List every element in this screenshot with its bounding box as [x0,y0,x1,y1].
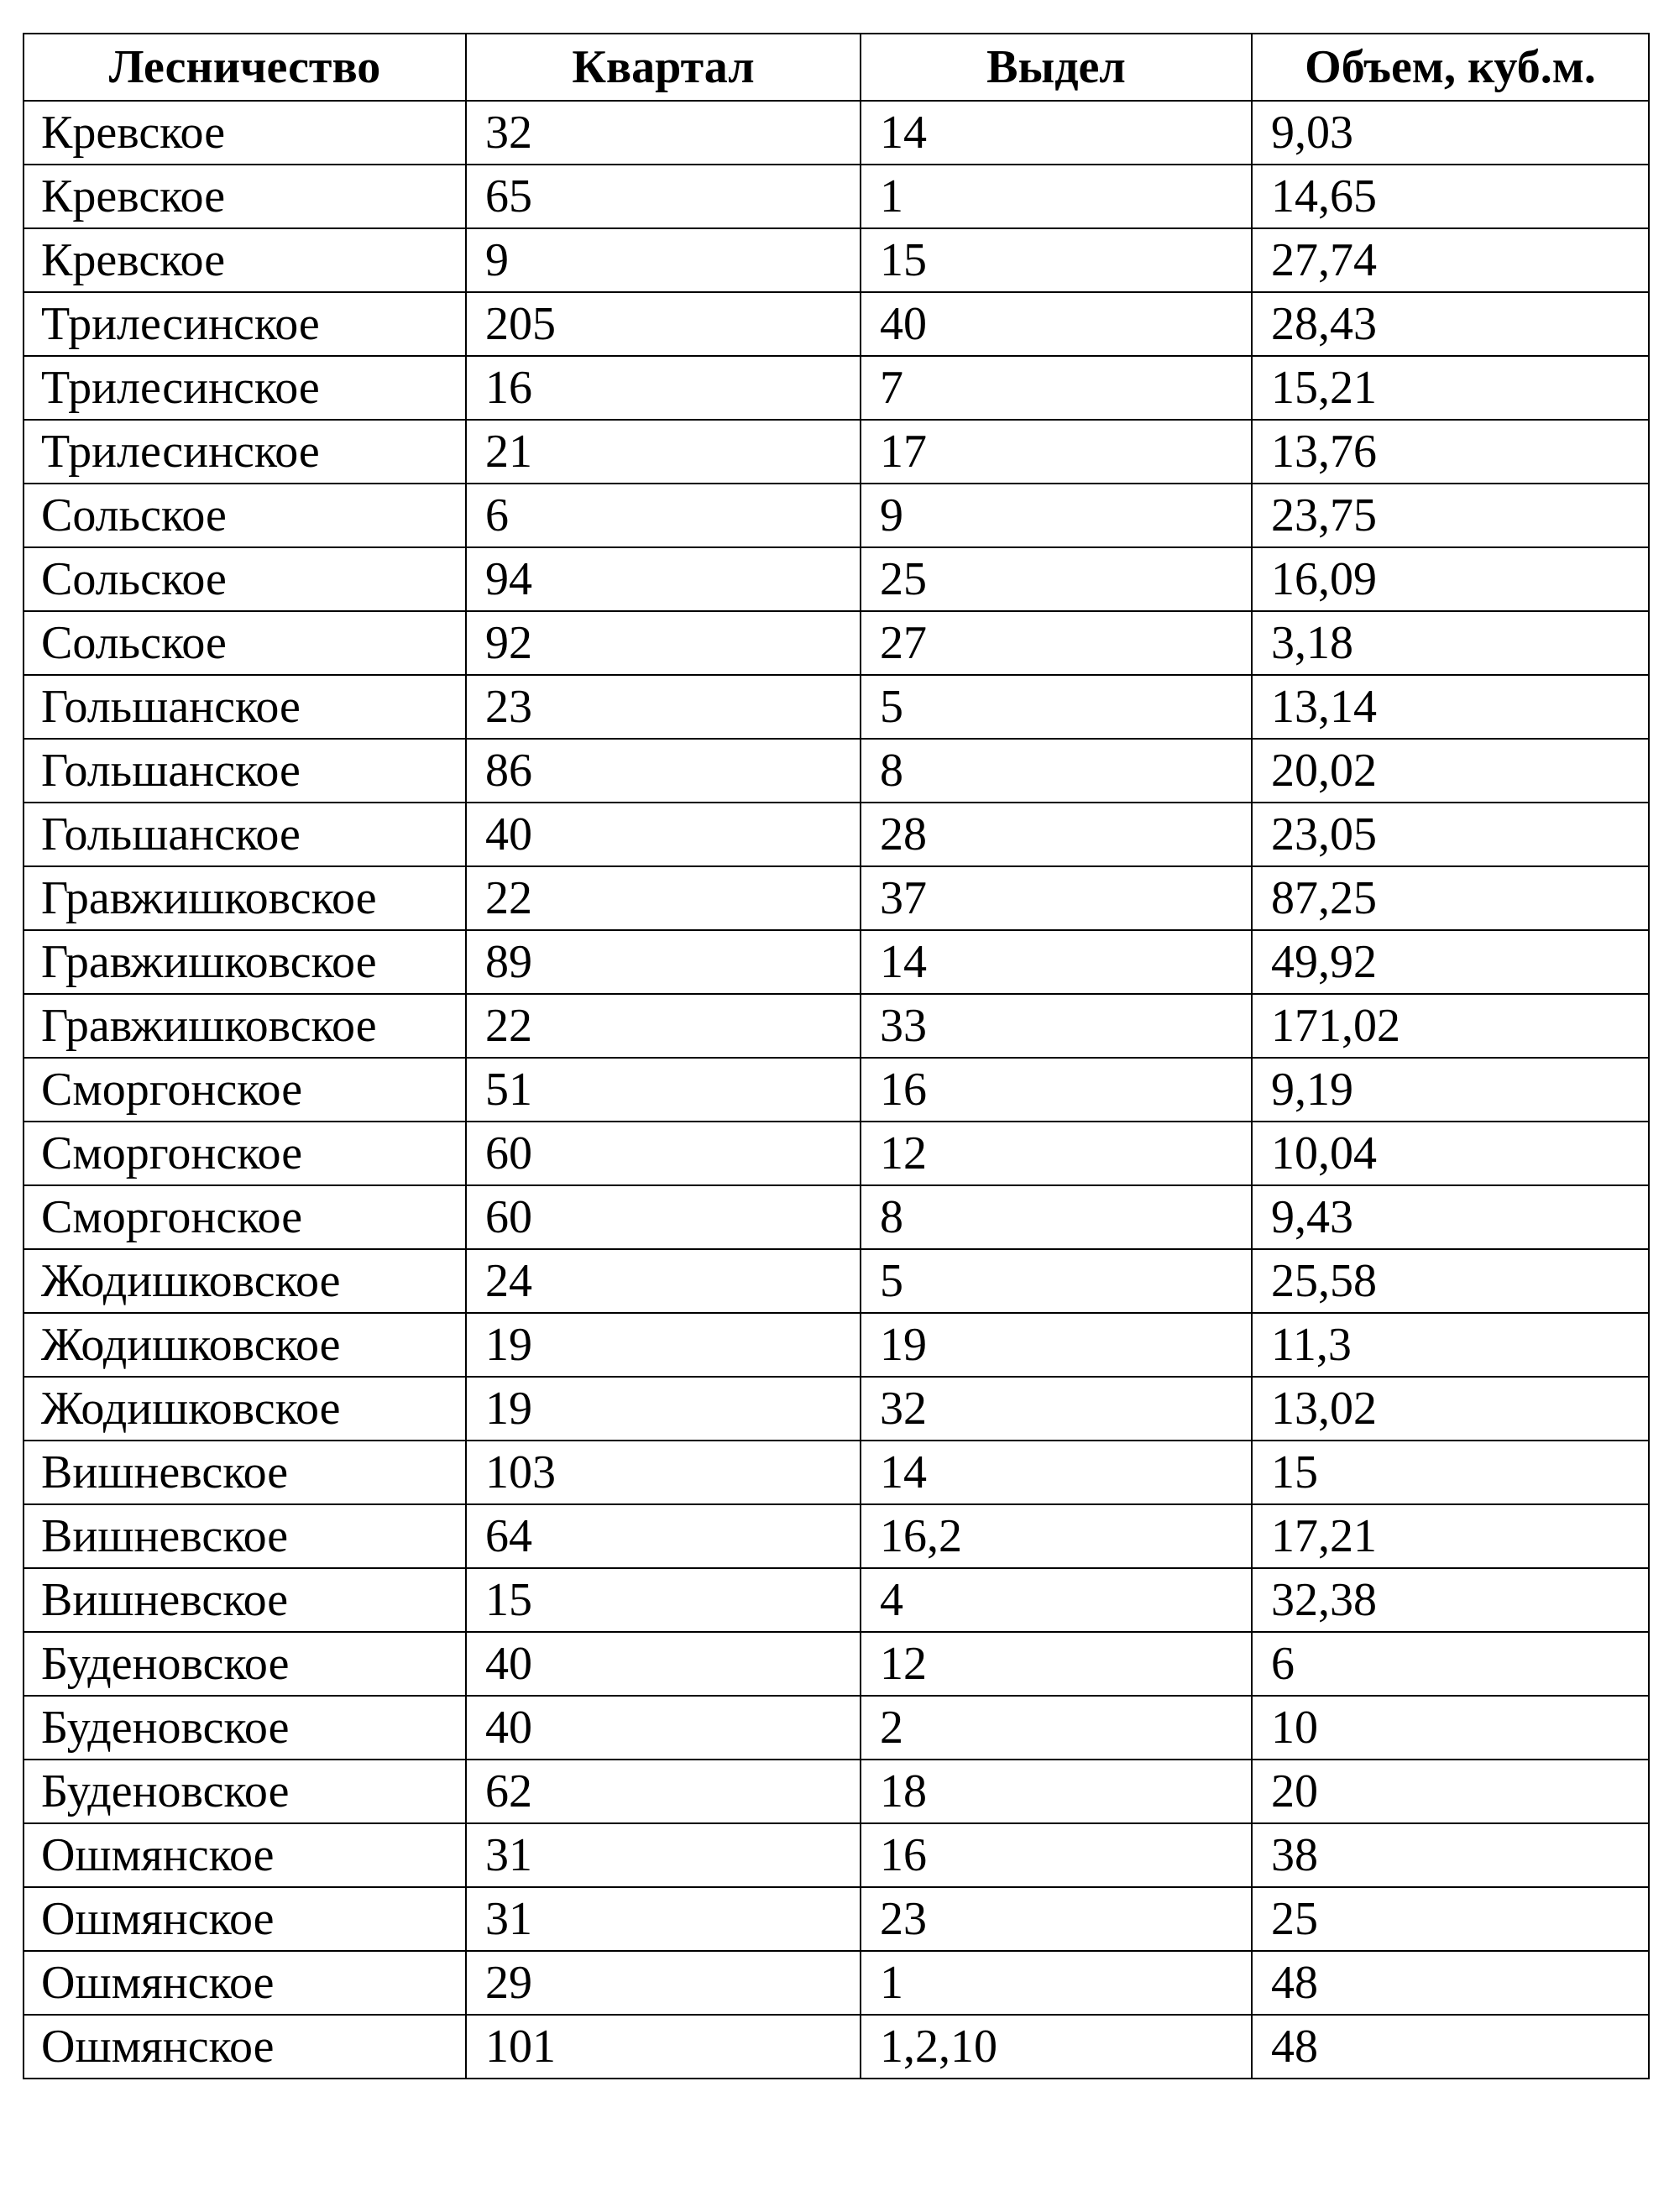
table-row [24,420,1649,484]
cell-quarter: 62 [466,1760,861,1823]
cell-volume: 23,05 [1252,803,1649,866]
table-row [24,994,1649,1058]
table-row [24,484,1649,547]
cell-quarter: 60 [466,1122,861,1185]
forestry-volume-table [23,33,1650,2079]
table-row [24,2015,1649,2079]
cell-quarter: 40 [466,1696,861,1760]
cell-section: 8 [861,739,1252,803]
cell-volume: 3,18 [1252,611,1649,675]
cell-section: 5 [861,1249,1252,1313]
cell-forestry: Буденовское [24,1696,466,1760]
cell-quarter: 205 [466,292,861,356]
cell-forestry: Вишневское [24,1504,466,1568]
cell-volume: 20,02 [1252,739,1649,803]
cell-volume: 49,92 [1252,930,1649,994]
table-row [24,739,1649,803]
table-row [24,1377,1649,1441]
cell-volume: 23,75 [1252,484,1649,547]
cell-forestry: Ошмянское [24,2015,466,2079]
cell-volume: 15 [1252,1441,1649,1504]
cell-forestry: Сольское [24,611,466,675]
table-row [24,675,1649,739]
cell-section: 23 [861,1887,1252,1951]
cell-quarter: 16 [466,356,861,420]
cell-quarter: 103 [466,1441,861,1504]
table-row [24,1696,1649,1760]
cell-quarter: 29 [466,1951,861,2015]
cell-forestry: Жодишковское [24,1313,466,1377]
cell-forestry: Ошмянское [24,1887,466,1951]
cell-quarter: 89 [466,930,861,994]
table-row [24,1058,1649,1122]
cell-volume: 87,25 [1252,866,1649,930]
table-row [24,292,1649,356]
cell-section: 1 [861,165,1252,228]
cell-forestry: Трилесинское [24,292,466,356]
cell-volume: 9,19 [1252,1058,1649,1122]
table-row [24,547,1649,611]
table-row [24,611,1649,675]
table-row [24,1951,1649,2015]
cell-forestry: Вишневское [24,1568,466,1632]
cell-forestry: Гольшанское [24,803,466,866]
cell-quarter: 6 [466,484,861,547]
cell-section: 25 [861,547,1252,611]
cell-volume: 9,43 [1252,1185,1649,1249]
cell-volume: 20 [1252,1760,1649,1823]
cell-section: 8 [861,1185,1252,1249]
cell-section: 19 [861,1313,1252,1377]
cell-section: 28 [861,803,1252,866]
column-header-forestry: Лесничество [24,34,466,101]
cell-quarter: 22 [466,994,861,1058]
cell-forestry: Трилесинское [24,420,466,484]
cell-volume: 15,21 [1252,356,1649,420]
cell-quarter: 32 [466,101,861,165]
table-row [24,1504,1649,1568]
cell-volume: 38 [1252,1823,1649,1887]
table-row [24,866,1649,930]
table-header-row [24,34,1649,101]
cell-volume: 171,02 [1252,994,1649,1058]
cell-forestry: Гравжишковское [24,866,466,930]
cell-forestry: Сольское [24,484,466,547]
column-header-section: Выдел [861,34,1252,101]
cell-section: 33 [861,994,1252,1058]
cell-section: 16 [861,1823,1252,1887]
cell-section: 40 [861,292,1252,356]
cell-forestry: Жодишковское [24,1249,466,1313]
cell-volume: 10 [1252,1696,1649,1760]
table-row [24,101,1649,165]
cell-section: 2 [861,1696,1252,1760]
table-row [24,228,1649,292]
table-row [24,1760,1649,1823]
cell-forestry: Сольское [24,547,466,611]
table-row [24,930,1649,994]
cell-quarter: 51 [466,1058,861,1122]
cell-quarter: 31 [466,1823,861,1887]
cell-section: 14 [861,930,1252,994]
cell-quarter: 64 [466,1504,861,1568]
cell-quarter: 40 [466,803,861,866]
cell-forestry: Трилесинское [24,356,466,420]
cell-forestry: Кревское [24,101,466,165]
cell-quarter: 19 [466,1377,861,1441]
cell-forestry: Гольшанское [24,675,466,739]
cell-volume: 13,14 [1252,675,1649,739]
cell-volume: 6 [1252,1632,1649,1696]
cell-quarter: 101 [466,2015,861,2079]
cell-forestry: Ошмянское [24,1951,466,2015]
cell-volume: 17,21 [1252,1504,1649,1568]
column-header-volume: Объем, куб.м. [1252,34,1649,101]
cell-quarter: 24 [466,1249,861,1313]
cell-volume: 28,43 [1252,292,1649,356]
cell-quarter: 15 [466,1568,861,1632]
cell-forestry: Буденовское [24,1632,466,1696]
cell-quarter: 94 [466,547,861,611]
table-row [24,1823,1649,1887]
cell-forestry: Жодишковское [24,1377,466,1441]
cell-quarter: 19 [466,1313,861,1377]
cell-section: 17 [861,420,1252,484]
cell-quarter: 92 [466,611,861,675]
table-row [24,356,1649,420]
cell-section: 14 [861,101,1252,165]
cell-volume: 25,58 [1252,1249,1649,1313]
cell-quarter: 40 [466,1632,861,1696]
cell-volume: 13,76 [1252,420,1649,484]
cell-forestry: Гольшанское [24,739,466,803]
table-row [24,1122,1649,1185]
cell-volume: 11,3 [1252,1313,1649,1377]
table-body [24,101,1649,2079]
cell-forestry: Сморгонское [24,1185,466,1249]
cell-volume: 25 [1252,1887,1649,1951]
cell-section: 5 [861,675,1252,739]
cell-section: 27 [861,611,1252,675]
cell-forestry: Сморгонское [24,1122,466,1185]
cell-volume: 48 [1252,2015,1649,2079]
table-row [24,1887,1649,1951]
cell-section: 14 [861,1441,1252,1504]
cell-quarter: 86 [466,739,861,803]
table-row [24,1249,1649,1313]
cell-quarter: 22 [466,866,861,930]
cell-section: 16,2 [861,1504,1252,1568]
cell-volume: 9,03 [1252,101,1649,165]
cell-volume: 13,02 [1252,1377,1649,1441]
table-row [24,1185,1649,1249]
cell-quarter: 21 [466,420,861,484]
cell-quarter: 31 [466,1887,861,1951]
cell-volume: 48 [1252,1951,1649,2015]
cell-forestry: Гравжишковское [24,930,466,994]
cell-section: 37 [861,866,1252,930]
cell-section: 15 [861,228,1252,292]
cell-quarter: 60 [466,1185,861,1249]
cell-forestry: Кревское [24,165,466,228]
cell-quarter: 9 [466,228,861,292]
cell-section: 1 [861,1951,1252,2015]
cell-volume: 16,09 [1252,547,1649,611]
cell-volume: 14,65 [1252,165,1649,228]
cell-volume: 32,38 [1252,1568,1649,1632]
cell-volume: 10,04 [1252,1122,1649,1185]
cell-section: 4 [861,1568,1252,1632]
cell-section: 7 [861,356,1252,420]
cell-section: 9 [861,484,1252,547]
cell-section: 12 [861,1632,1252,1696]
cell-forestry: Буденовское [24,1760,466,1823]
cell-quarter: 65 [466,165,861,228]
table-row [24,165,1649,228]
table-row [24,1632,1649,1696]
cell-volume: 27,74 [1252,228,1649,292]
cell-section: 12 [861,1122,1252,1185]
cell-forestry: Кревское [24,228,466,292]
cell-quarter: 23 [466,675,861,739]
cell-forestry: Гравжишковское [24,994,466,1058]
cell-section: 1,2,10 [861,2015,1252,2079]
table-row [24,1568,1649,1632]
column-header-quarter: Квартал [466,34,861,101]
cell-forestry: Ошмянское [24,1823,466,1887]
cell-section: 16 [861,1058,1252,1122]
table-row [24,803,1649,866]
cell-section: 32 [861,1377,1252,1441]
table-row [24,1441,1649,1504]
cell-forestry: Вишневское [24,1441,466,1504]
cell-section: 18 [861,1760,1252,1823]
table-row [24,1313,1649,1377]
cell-forestry: Сморгонское [24,1058,466,1122]
